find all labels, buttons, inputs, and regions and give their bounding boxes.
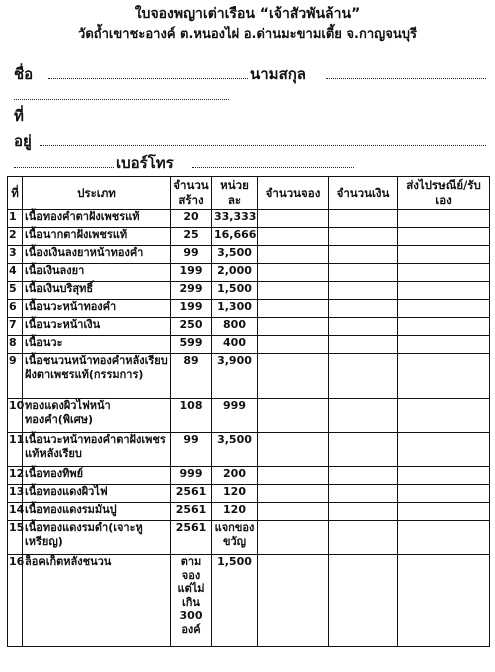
row-quantity: 2561 [171, 485, 212, 503]
amount-cell[interactable] [329, 555, 398, 647]
row-no: 3 [8, 246, 23, 264]
amount-cell[interactable] [329, 399, 398, 433]
table-row [8, 555, 490, 647]
row-type: เนื้อนวะหน้าทองคำตาฝังเพชรแท้หลังเรียบ [23, 433, 171, 467]
reserve-cell[interactable] [258, 433, 329, 467]
row-type: เนื้อเงินบริสุทธิ์ [23, 282, 171, 300]
reserve-cell[interactable] [258, 300, 329, 318]
reserve-cell[interactable] [258, 354, 329, 399]
amount-cell[interactable] [329, 264, 398, 282]
row-price: 200 [212, 467, 258, 485]
reserve-cell[interactable] [258, 318, 329, 336]
amount-cell[interactable] [329, 467, 398, 485]
delivery-cell[interactable] [398, 555, 490, 647]
amount-cell[interactable] [329, 318, 398, 336]
row-no: 4 [8, 264, 23, 282]
header-delivery: ส่งไปรษณีย์/รับเอง [398, 177, 490, 210]
row-no: 13 [8, 485, 23, 503]
row-no: 15 [8, 521, 23, 555]
reserve-cell[interactable] [258, 485, 329, 503]
delivery-cell[interactable] [398, 503, 490, 521]
amount-cell[interactable] [329, 228, 398, 246]
reserve-cell[interactable] [258, 521, 329, 555]
amount-cell[interactable] [329, 521, 398, 555]
delivery-cell[interactable] [398, 485, 490, 503]
table-header-row [8, 177, 490, 210]
row-no: 2 [8, 228, 23, 246]
reserve-cell[interactable] [258, 228, 329, 246]
row-quantity: 2561 [171, 503, 212, 521]
reserve-cell[interactable] [258, 210, 329, 228]
table-row [8, 228, 490, 246]
row-quantity: 108 [171, 399, 212, 433]
row-quantity: 99 [171, 246, 212, 264]
row-type: เนื้อทองคำตาฝังเพชรแท้ [23, 210, 171, 228]
row-quantity: 89 [171, 354, 212, 399]
amount-cell[interactable] [329, 210, 398, 228]
row-type: เนื้อทองทิพย์ [23, 467, 171, 485]
table-row [8, 354, 490, 399]
row-price: 1,500 [212, 282, 258, 300]
delivery-cell[interactable] [398, 282, 490, 300]
row-price: 2,000 [212, 264, 258, 282]
row-no: 14 [8, 503, 23, 521]
row-type: เนื้อทองแดงรมดำ(เจาะหูเหรียญ) [23, 521, 171, 555]
row-price: 120 [212, 503, 258, 521]
row-price: 120 [212, 485, 258, 503]
header-amount: จำนวนเงิน [329, 177, 398, 210]
name-continuation-field[interactable] [14, 99, 229, 100]
reserve-cell[interactable] [258, 555, 329, 647]
delivery-cell[interactable] [398, 264, 490, 282]
row-type: เนื้อนากตาฝังเพชรแท้ [23, 228, 171, 246]
header-no: ที่ [8, 177, 23, 210]
table-row [8, 485, 490, 503]
reserve-cell[interactable] [258, 264, 329, 282]
phone-prefix-field[interactable] [14, 167, 114, 168]
row-no: 5 [8, 282, 23, 300]
row-quantity: 199 [171, 264, 212, 282]
table-row [8, 210, 490, 228]
row-no: 9 [8, 354, 23, 399]
row-type: เนื้อทองแดงรมมันปู [23, 503, 171, 521]
row-quantity: 250 [171, 318, 212, 336]
table-row [8, 336, 490, 354]
row-quantity: 25 [171, 228, 212, 246]
name-label: ชื่อ [14, 65, 34, 83]
table-row [8, 521, 490, 555]
row-type: เนื้อเงินลงยา [23, 264, 171, 282]
surname-field[interactable] [326, 78, 486, 79]
table-row [8, 503, 490, 521]
delivery-cell[interactable] [398, 246, 490, 264]
row-price: 1,500 [212, 555, 258, 647]
row-price: 16,666 [212, 228, 258, 246]
row-price: 999 [212, 399, 258, 433]
delivery-cell[interactable] [398, 210, 490, 228]
address-label-line1: ที่ [14, 107, 24, 125]
table-row [8, 399, 490, 433]
row-quantity: 199 [171, 300, 212, 318]
delivery-cell[interactable] [398, 399, 490, 433]
phone-label: เบอร์โทร [116, 154, 174, 172]
table-row [8, 318, 490, 336]
amount-cell[interactable] [329, 433, 398, 467]
row-no: 6 [8, 300, 23, 318]
row-price: 3,500 [212, 246, 258, 264]
row-no: 12 [8, 467, 23, 485]
row-price: 3,900 [212, 354, 258, 399]
row-quantity: 999 [171, 467, 212, 485]
table-row [8, 264, 490, 282]
row-price: แจกของขวัญ [212, 521, 258, 555]
row-price: 800 [212, 318, 258, 336]
row-type: ล็อคเก็ตหลังชนวน [23, 555, 171, 647]
amount-cell[interactable] [329, 300, 398, 318]
row-type: เนื้อทองแดงผิวไฟ [23, 485, 171, 503]
row-no: 10 [8, 399, 23, 433]
address-label-line2: อยู่ [14, 132, 32, 150]
row-price: 400 [212, 336, 258, 354]
header-type: ประเภท [23, 177, 171, 210]
row-price: 33,333 [212, 210, 258, 228]
reserve-cell[interactable] [258, 282, 329, 300]
row-type: ทองแดงผิวไฟหน้าทองคำ(พิเศษ) [23, 399, 171, 433]
row-no: 1 [8, 210, 23, 228]
amount-cell[interactable] [329, 246, 398, 264]
amount-cell[interactable] [329, 336, 398, 354]
delivery-cell[interactable] [398, 336, 490, 354]
reserve-cell[interactable] [258, 503, 329, 521]
header-reserve-count: จำนวนจอง [258, 177, 329, 210]
row-price: 1,300 [212, 300, 258, 318]
delivery-cell[interactable] [398, 433, 490, 467]
delivery-cell[interactable] [398, 300, 490, 318]
delivery-cell[interactable] [398, 228, 490, 246]
reserve-cell[interactable] [258, 336, 329, 354]
amount-cell[interactable] [329, 282, 398, 300]
reserve-cell[interactable] [258, 399, 329, 433]
row-price: 3,500 [212, 433, 258, 467]
row-no: 16 [8, 555, 23, 647]
row-no: 8 [8, 336, 23, 354]
row-quantity: 99 [171, 433, 212, 467]
row-type: เนื้อนวะ [23, 336, 171, 354]
row-quantity: 599 [171, 336, 212, 354]
reserve-cell[interactable] [258, 246, 329, 264]
amount-cell[interactable] [329, 485, 398, 503]
name-field[interactable] [48, 78, 248, 79]
row-type: เนื้อชนวนหน้าทองคำหลังเรียบ ฝังตาเพชรแท้(กรรมการ) [23, 354, 171, 399]
delivery-cell[interactable] [398, 354, 490, 399]
reserve-cell[interactable] [258, 467, 329, 485]
address-field[interactable] [40, 145, 486, 146]
form-subtitle: วัดถ้ำเขาชะอางค์ ต.หนองไผ่ อ.ด่านมะขามเตี้ย จ.กาญจนบุรี [78, 27, 417, 42]
order-table [7, 176, 490, 647]
row-type: เนื้อนวะหน้าทองคำ [23, 300, 171, 318]
row-type: เนื้อนวะหน้าเงิน [23, 318, 171, 336]
row-quantity: ตามจอง แต่ไม่เกิน 300 องค์ [171, 555, 212, 647]
surname-label: นามสกุล [250, 65, 306, 83]
row-quantity: 20 [171, 210, 212, 228]
amount-cell[interactable] [329, 503, 398, 521]
row-type: เนื้องเงินลงยาหน้าทองคำ [23, 246, 171, 264]
table-row [8, 246, 490, 264]
table-row [8, 300, 490, 318]
header-quantity: จำนวนสร้าง [171, 177, 212, 210]
amount-cell[interactable] [329, 354, 398, 399]
delivery-cell[interactable] [398, 467, 490, 485]
phone-field[interactable] [192, 167, 354, 168]
header-unit-price: หน่วยละ [212, 177, 258, 210]
row-quantity: 299 [171, 282, 212, 300]
table-row [8, 282, 490, 300]
row-no: 11 [8, 433, 23, 467]
row-quantity: 2561 [171, 521, 212, 555]
table-row [8, 433, 490, 467]
table-row [8, 467, 490, 485]
delivery-cell[interactable] [398, 318, 490, 336]
form-title: ใบจองพญาเต่าเรือน “เจ้าสัวพันล้าน” [134, 6, 361, 22]
delivery-cell[interactable] [398, 521, 490, 555]
row-no: 7 [8, 318, 23, 336]
